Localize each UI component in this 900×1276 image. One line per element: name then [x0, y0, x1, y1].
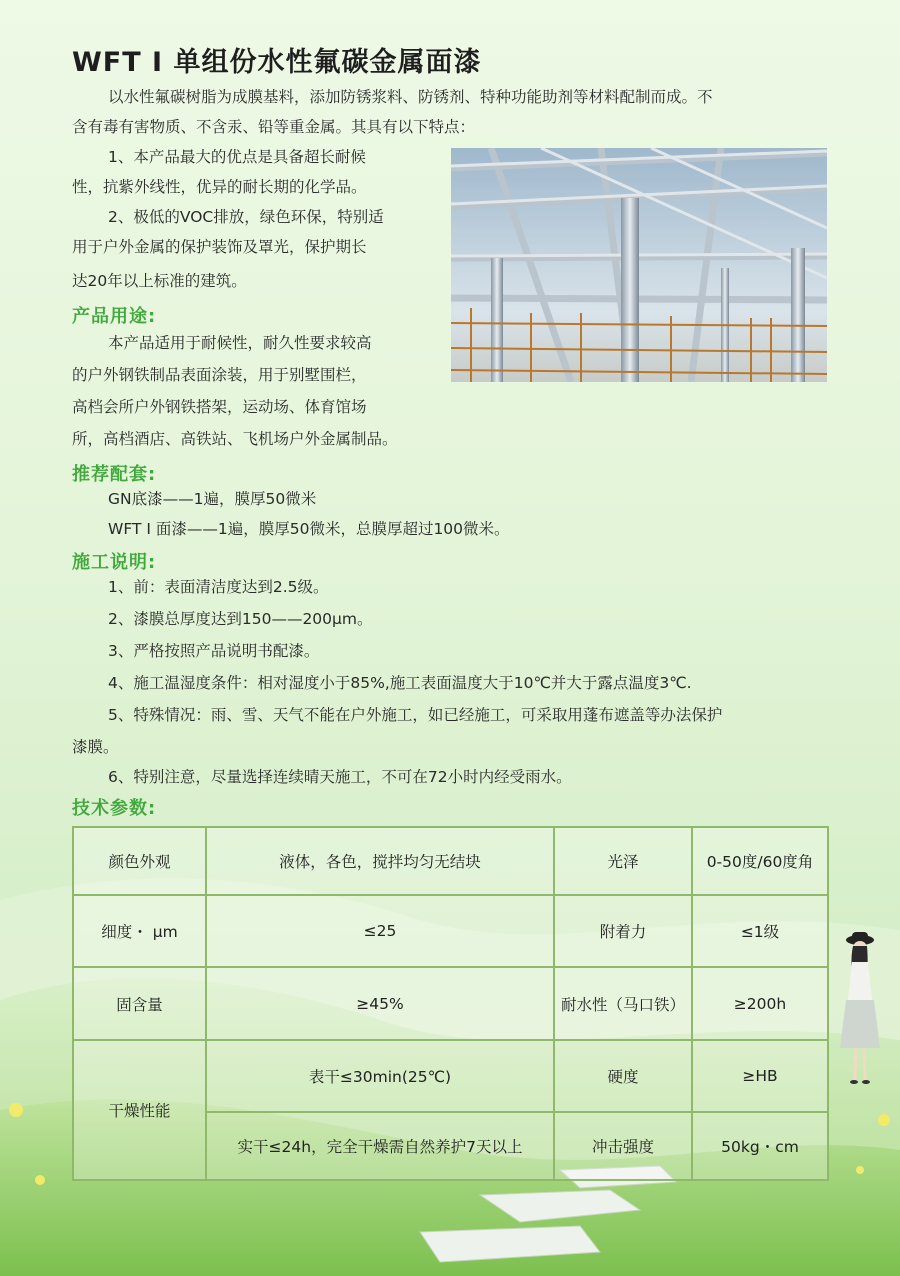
- construction-line: 6、特别注意，尽量选择连续晴天施工，不可在72小时内经受雨水。: [108, 768, 572, 786]
- construction-line: 漆膜。: [72, 738, 119, 756]
- recommend-heading: 推荐配套:: [72, 464, 157, 485]
- page-title: WFT Ⅰ 单组份水性氟碳金属面漆: [72, 47, 482, 78]
- spec-table: [72, 826, 829, 1181]
- construction-line: 1、前：表面清洁度达到2.5级。: [108, 578, 329, 596]
- spec-key: 光泽: [554, 827, 692, 895]
- spec-value: 表干≤30min(25℃): [206, 1040, 554, 1112]
- feature-line: 1、本产品最大的优点是具备超长耐候: [108, 148, 366, 166]
- usage-line: 所，高档酒店、高铁站、飞机场户外金属制品。: [72, 430, 398, 448]
- feature-line: 性，抗紫外线性，优异的耐长期的化学品。: [72, 178, 367, 196]
- spec-key: 颜色外观: [73, 827, 206, 895]
- feature-line: 达20年以上标准的建筑。: [72, 272, 247, 290]
- recommend-line: WFT Ⅰ 面漆——1遍，膜厚50微米，总膜厚超过100微米。: [108, 520, 510, 538]
- intro-line-2: 含有毒有害物质、不含汞、铅等重金属。其具有以下特点：: [72, 118, 476, 136]
- spec-value: 液体，各色，搅拌均匀无结块: [206, 827, 554, 895]
- spec-value: ≥200h: [692, 967, 828, 1040]
- usage-line: 高档会所户外钢铁搭架，运动场、体育馆场: [72, 398, 367, 416]
- feature-line: 2、极低的VOC排放，绿色环保，特别适: [108, 208, 384, 226]
- table-row: [73, 1040, 828, 1112]
- specs-heading: 技术参数:: [72, 798, 157, 819]
- spec-key: 耐水性（马口铁）: [554, 967, 692, 1040]
- table-row: [73, 827, 828, 895]
- spec-value: 0-50度/60度角: [692, 827, 828, 895]
- spec-value: ≤1级: [692, 895, 828, 967]
- construction-line: 3、严格按照产品说明书配漆。: [108, 642, 320, 660]
- table-row: [73, 967, 828, 1040]
- usage-line: 本产品适用于耐候性，耐久性要求较高: [108, 334, 372, 352]
- spec-value: ≥45%: [206, 967, 554, 1040]
- spec-key: 干燥性能: [73, 1040, 206, 1180]
- steel-structure-photo: [451, 148, 827, 382]
- recommend-line: GN底漆——1遍，膜厚50微米: [108, 490, 317, 508]
- intro-line-1: 以水性氟碳树脂为成膜基料，添加防锈浆料、防锈剂、特种功能助剂等材料配制而成。不: [108, 88, 713, 106]
- spec-key: 硬度: [554, 1040, 692, 1112]
- table-row: [73, 895, 828, 967]
- spec-value: ≤25: [206, 895, 554, 967]
- spec-value: 实干≤24h，完全干燥需自然养护7天以上: [206, 1112, 554, 1180]
- spec-value: ≥HB: [692, 1040, 828, 1112]
- spec-key: 附着力: [554, 895, 692, 967]
- spec-key: 冲击强度: [554, 1112, 692, 1180]
- spec-key: 固含量: [73, 967, 206, 1040]
- usage-line: 的户外钢铁制品表面涂装，用于别墅围栏，: [72, 366, 367, 384]
- feature-line: 用于户外金属的保护装饰及罩光，保护期长: [72, 238, 367, 256]
- spec-key: 细度・ μm: [73, 895, 206, 967]
- spec-value: 50kg・cm: [692, 1112, 828, 1180]
- usage-heading: 产品用途:: [72, 306, 157, 327]
- girl-illustration: [828, 930, 886, 1090]
- construction-line: 2、漆膜总厚度达到150——200μm。: [108, 610, 373, 628]
- construction-heading: 施工说明:: [72, 552, 157, 573]
- construction-line: 4、施工温湿度条件：相对湿度小于85%,施工表面温度大于10℃并大于露点温度3℃.: [108, 674, 692, 692]
- construction-line: 5、特殊情况：雨、雪、天气不能在户外施工，如已经施工，可采取用蓬布遮盖等办法保护: [108, 706, 723, 724]
